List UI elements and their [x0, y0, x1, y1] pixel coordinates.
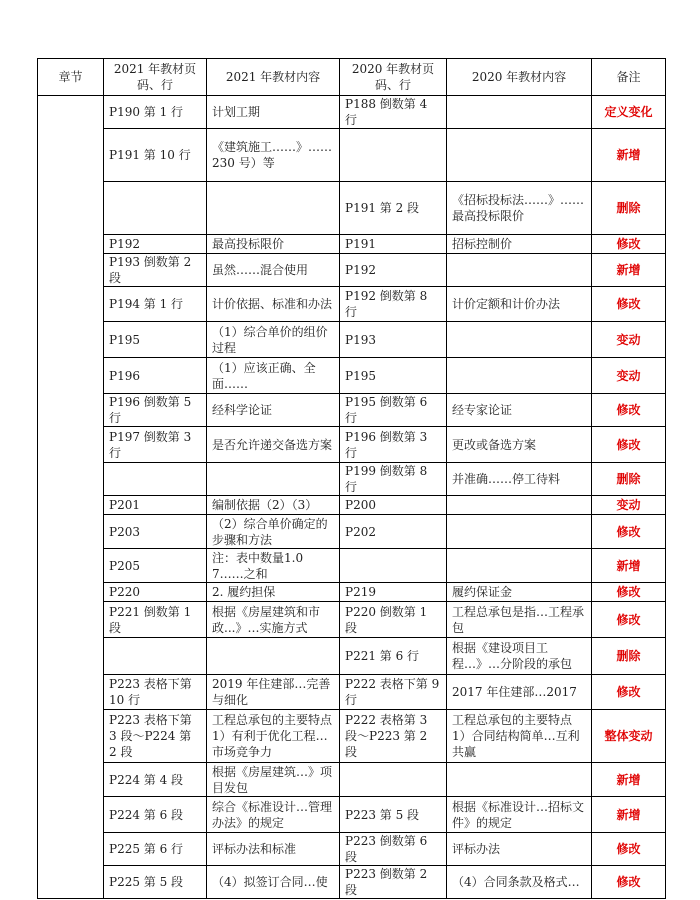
table-row — [38, 763, 666, 797]
table-row — [38, 322, 666, 358]
note-cell: 删除 — [592, 638, 666, 675]
table-row — [38, 96, 666, 129]
note-cell: 修改 — [592, 427, 666, 463]
content-2021-cell: 编制依据（2）（3） — [207, 496, 340, 515]
content-2020-cell — [447, 515, 592, 549]
page-2020-cell: P196 倒数第 3 行 — [340, 427, 447, 463]
note-cell: 变动 — [592, 496, 666, 515]
page-2021-cell: P192 — [104, 235, 207, 254]
page-2021-cell: P221 倒数第 1 段 — [104, 602, 207, 638]
content-2021-cell: （1）应该正确、全面…… — [207, 358, 340, 394]
content-2021-cell: 评标办法和标准 — [207, 833, 340, 866]
header-page-2021: 2021 年教材页码、行 — [104, 59, 207, 96]
table-row — [38, 866, 666, 899]
note-cell: 修改 — [592, 515, 666, 549]
page-2020-cell: P188 倒数第 4 行 — [340, 96, 447, 129]
note-cell: 修改 — [592, 235, 666, 254]
page-2020-cell: P220 倒数第 1 段 — [340, 602, 447, 638]
content-2021-cell: 根据《房屋建筑…》项目发包 — [207, 763, 340, 797]
note-cell: 删除 — [592, 463, 666, 496]
page-2021-cell: P195 — [104, 322, 207, 358]
content-2021-cell: 最高投标限价 — [207, 235, 340, 254]
note-cell: 新增 — [592, 797, 666, 833]
content-2021-cell: 根据《房屋建筑和市政...》…实施方式 — [207, 602, 340, 638]
page-2020-cell: P222 表格第 3 段～P223 第 2 段 — [340, 710, 447, 763]
page-2021-cell: P225 第 5 段 — [104, 866, 207, 899]
page-2021-cell: P190 第 1 行 — [104, 96, 207, 129]
page-2020-cell: P200 — [340, 496, 447, 515]
table-row — [38, 583, 666, 602]
page-2021-cell: P205 — [104, 549, 207, 583]
note-cell: 变动 — [592, 322, 666, 358]
note-cell: 新增 — [592, 129, 666, 182]
content-2021-cell: （4）拟签订合同…使 — [207, 866, 340, 899]
page-2020-cell: P202 — [340, 515, 447, 549]
content-2020-cell — [447, 549, 592, 583]
content-2020-cell — [447, 496, 592, 515]
content-2021-cell: 虽然……混合使用 — [207, 254, 340, 287]
page-2020-cell: P219 — [340, 583, 447, 602]
content-2020-cell: 2017 年住建部…2017 — [447, 675, 592, 710]
content-2021-cell: （2）综合单价确定的步骤和方法 — [207, 515, 340, 549]
content-2020-cell — [447, 358, 592, 394]
note-cell: 修改 — [592, 602, 666, 638]
content-2020-cell: 计价定额和计价办法 — [447, 287, 592, 322]
content-2020-cell — [447, 763, 592, 797]
header-page-2020: 2020 年教材页码、行 — [340, 59, 447, 96]
note-cell: 修改 — [592, 287, 666, 322]
content-2020-cell: 工程总承包是指…工程承包 — [447, 602, 592, 638]
table-row — [38, 182, 666, 235]
content-2021-cell: 是否允许递交备选方案 — [207, 427, 340, 463]
page-2020-cell: P192 倒数第 8 行 — [340, 287, 447, 322]
page-2021-cell: P223 表格下第 3 段～P224 第 2 段 — [104, 710, 207, 763]
page-2020-cell — [340, 549, 447, 583]
table-row — [38, 496, 666, 515]
chapter-cell — [38, 96, 104, 899]
page-2021-cell: P196 — [104, 358, 207, 394]
page-2021-cell: P224 第 4 段 — [104, 763, 207, 797]
page-2020-cell: P199 倒数第 8 行 — [340, 463, 447, 496]
page-2020-cell: P223 第 5 段 — [340, 797, 447, 833]
content-2020-cell: 履约保证金 — [447, 583, 592, 602]
note-cell: 新增 — [592, 549, 666, 583]
page-2021-cell: P225 第 6 行 — [104, 833, 207, 866]
page-2021-cell: P196 倒数第 5 行 — [104, 394, 207, 427]
page-2020-cell: P192 — [340, 254, 447, 287]
page-2020-cell — [340, 129, 447, 182]
content-2020-cell — [447, 129, 592, 182]
note-cell: 新增 — [592, 254, 666, 287]
page-2021-cell — [104, 463, 207, 496]
table-row — [38, 394, 666, 427]
page-2020-cell: P222 表格下第 9 行 — [340, 675, 447, 710]
note-cell: 删除 — [592, 182, 666, 235]
content-2021-cell — [207, 182, 340, 235]
page-2021-cell: P220 — [104, 583, 207, 602]
content-2020-cell: 《招标投标法……》……最高投标限价 — [447, 182, 592, 235]
page-2021-cell: P224 第 6 段 — [104, 797, 207, 833]
page-2021-cell: P223 表格下第 10 行 — [104, 675, 207, 710]
content-2020-cell: 根据《标准设计…招标文件》的规定 — [447, 797, 592, 833]
content-2020-cell: 招标控制价 — [447, 235, 592, 254]
content-2020-cell: 经专家论证 — [447, 394, 592, 427]
content-2020-cell: 根据《建设项目工程…》…分阶段的承包 — [447, 638, 592, 675]
content-2020-cell — [447, 322, 592, 358]
table-row — [38, 797, 666, 833]
page-2020-cell: P223 倒数第 6 段 — [340, 833, 447, 866]
note-cell: 定义变化 — [592, 96, 666, 129]
table-row — [38, 235, 666, 254]
revision-table — [37, 58, 666, 899]
header-content-2020: 2020 年教材内容 — [447, 59, 592, 96]
page-2021-cell: P191 第 10 行 — [104, 129, 207, 182]
content-2021-cell: 计划工期 — [207, 96, 340, 129]
table-row — [38, 254, 666, 287]
note-cell: 修改 — [592, 675, 666, 710]
content-2021-cell: 综合《标准设计…管理办法》的规定 — [207, 797, 340, 833]
content-2021-cell — [207, 638, 340, 675]
content-2021-cell: 工程总承包的主要特点 1）有利于优化工程…市场竞争力 — [207, 710, 340, 763]
note-cell: 修改 — [592, 866, 666, 899]
content-2020-cell: 评标办法 — [447, 833, 592, 866]
page-2020-cell: P223 倒数第 2 段 — [340, 866, 447, 899]
table-row — [38, 833, 666, 866]
page-2020-cell — [340, 763, 447, 797]
page-2020-cell: P191 第 2 段 — [340, 182, 447, 235]
content-2021-cell: （1）综合单价的组价过程 — [207, 322, 340, 358]
content-2021-cell: 经科学论证 — [207, 394, 340, 427]
page-2021-cell: P197 倒数第 3 行 — [104, 427, 207, 463]
table-row — [38, 549, 666, 583]
content-2021-cell: 2. 履约担保 — [207, 583, 340, 602]
table-row — [38, 463, 666, 496]
note-cell: 新增 — [592, 763, 666, 797]
content-2021-cell: 计价依据、标准和办法 — [207, 287, 340, 322]
header-chapter: 章节 — [38, 59, 104, 96]
content-2021-cell: 注：表中数量1.07……之和 — [207, 549, 340, 583]
note-cell: 修改 — [592, 833, 666, 866]
table-row — [38, 129, 666, 182]
content-2020-cell — [447, 96, 592, 129]
note-cell: 整体变动 — [592, 710, 666, 763]
table-row — [38, 638, 666, 675]
content-2020-cell: （4）合同条款及格式… — [447, 866, 592, 899]
note-cell: 修改 — [592, 394, 666, 427]
page-2020-cell: P191 — [340, 235, 447, 254]
page-2020-cell: P193 — [340, 322, 447, 358]
table-row — [38, 358, 666, 394]
table-row — [38, 710, 666, 763]
page-2020-cell: P195 — [340, 358, 447, 394]
content-2020-cell: 更改或备选方案 — [447, 427, 592, 463]
content-2021-cell — [207, 463, 340, 496]
content-2021-cell: 《建筑施工……》……230 号）等 — [207, 129, 340, 182]
content-2020-cell — [447, 254, 592, 287]
page-2021-cell: P201 — [104, 496, 207, 515]
note-cell: 变动 — [592, 358, 666, 394]
page-2020-cell: P221 第 6 行 — [340, 638, 447, 675]
table-row — [38, 427, 666, 463]
page-2021-cell: P194 第 1 行 — [104, 287, 207, 322]
table-row — [38, 675, 666, 710]
page-2021-cell — [104, 638, 207, 675]
content-2020-cell: 并准确……停工待料 — [447, 463, 592, 496]
table-row — [38, 287, 666, 322]
table-row — [38, 602, 666, 638]
page-2020-cell: P195 倒数第 6 行 — [340, 394, 447, 427]
header-content-2021: 2021 年教材内容 — [207, 59, 340, 96]
page-2021-cell — [104, 182, 207, 235]
header-note: 备注 — [592, 59, 666, 96]
note-cell: 修改 — [592, 583, 666, 602]
content-2020-cell: 工程总承包的主要特点 1）合同结构简单…互利共赢 — [447, 710, 592, 763]
header-row — [38, 59, 666, 96]
table-row — [38, 515, 666, 549]
page-2021-cell: P203 — [104, 515, 207, 549]
page-2021-cell: P193 倒数第 2 段 — [104, 254, 207, 287]
content-2021-cell: 2019 年住建部…完善与细化 — [207, 675, 340, 710]
